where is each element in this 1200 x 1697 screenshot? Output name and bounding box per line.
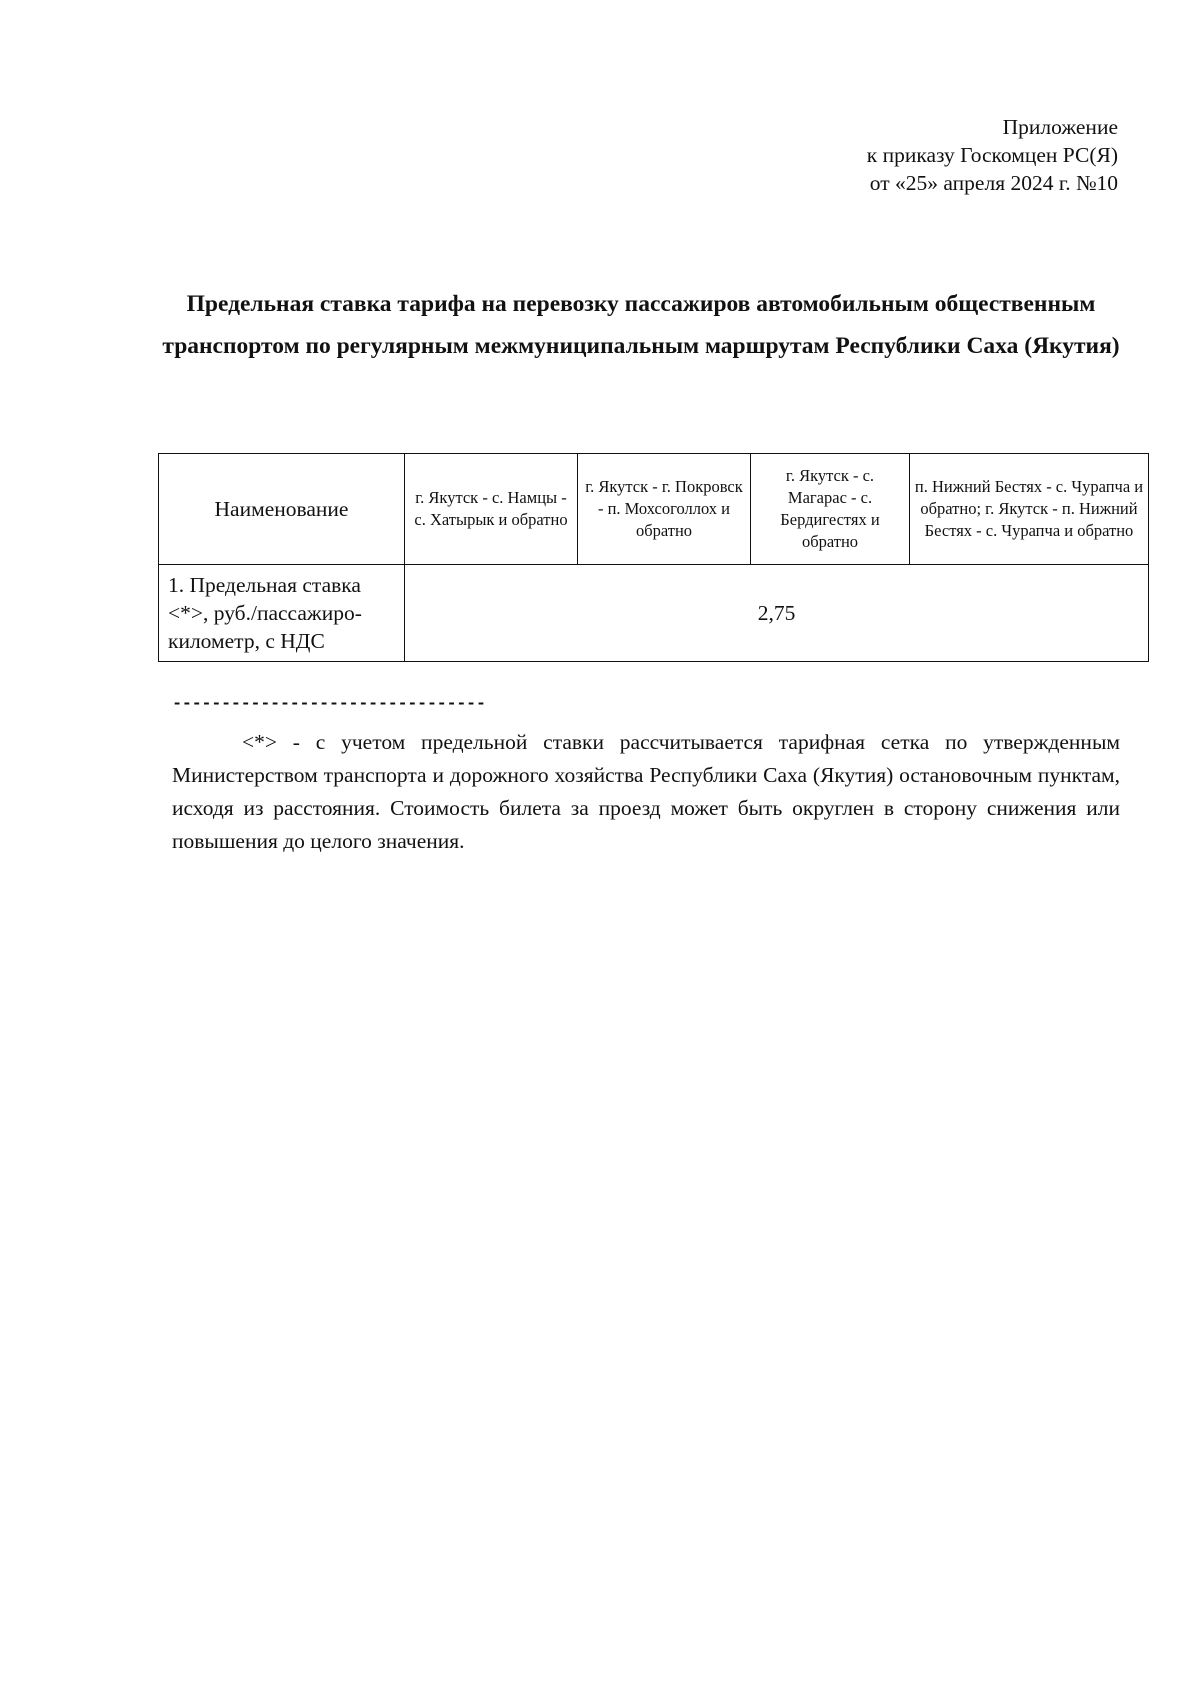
tariff-table: [158, 453, 1149, 662]
route-header-4: п. Нижний Бестях - с. Чурапча и обратно; г. Якутск - п. Нижний Бестях - с. Чурапча и обратно: [910, 454, 1149, 565]
table-header-row: [159, 454, 1149, 565]
document-title: Предельная ставка тарифа на перевозку пассажиров автомобильным общественным транспортом по регулярным межмуниципальным маршрутам Республики Саха (Якутия): [162, 291, 1120, 359]
footnote-text: <*> - с учетом предельной ставки рассчитывается тарифная сетка по утвержденным Министерством транспорта и дорожного хозяйства Республики Саха (Якутия) остановочным пунктам, исходя из расстояния. Стоимость билета за проезд может быть округлен в сторону снижения или повышения до целого значения.: [172, 730, 1120, 853]
rate-label-cell: 1. Предельная ставка <*>, руб./пассажиро-километр, с НДС: [159, 565, 405, 662]
appendix-line-2: к приказу Госкомцен РС(Я): [866, 143, 1118, 167]
footnote-separator: --------------------------------: [172, 695, 486, 714]
route-header-3: г. Якутск - с. Магарас - с. Бердигестях и обратно: [751, 454, 910, 565]
route-header-1: г. Якутск - с. Намцы - с. Хатырык и обратно: [405, 454, 578, 565]
table-row: [159, 565, 1149, 662]
appendix-line-3: от «25» апреля 2024 г. №10: [869, 171, 1118, 195]
appendix-line-1: Приложение: [1002, 115, 1118, 139]
appendix-reference: [867, 113, 1118, 197]
rate-value-cell: 2,75: [405, 565, 1149, 662]
route-header-2: г. Якутск - г. Покровск - п. Мохсоголлох и обратно: [578, 454, 751, 565]
name-column-header: Наименование: [159, 454, 405, 565]
